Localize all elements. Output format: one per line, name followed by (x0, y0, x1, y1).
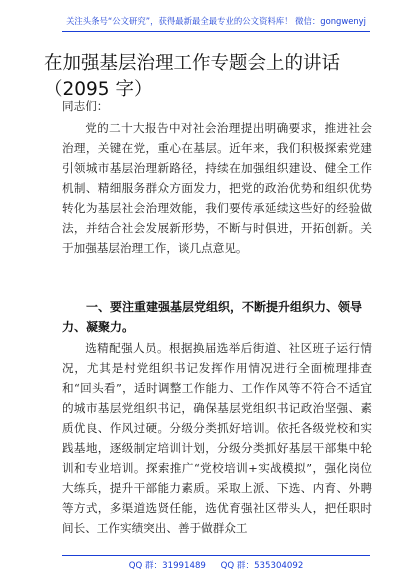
footer-qq-group-2: QQ 群：535304092 (220, 561, 304, 571)
footer-qq-group-1: QQ 群：31991489 (128, 561, 206, 571)
footer-contacts (62, 559, 370, 571)
document-word-count: （2095 字） (44, 79, 153, 100)
section-body (62, 338, 372, 538)
salutation: 同志们： (62, 99, 109, 113)
intro-paragraph: 党的二十大报告中对社会治理提出明确要求，推进社会治理，关键在党，重心在基层。近年来，我们积极探索党建引领城市基层治理新路径，持续在加强组织建设、健全工作机制、精细服务群众方面发力，把党的政治优势和组织优势转化为基层社会治理效能，我们要传承延续这些好的经验做法，并结合社会发展新形势，不断与时俱进，开拓创新。关于加强基层治理工作，谈几点意见。 (62, 121, 372, 255)
footer-rule (62, 555, 370, 556)
intro-section (62, 118, 372, 258)
section-paragraph: 选精配强人员。根据换届选举后街道、社区班子运行情况，尤其是村党组织书记发挥作用情况进行全面梳理排查和“回头看”，适时调整工作能力、工作作风等不符合不适宜的城市基层党组织书记，确保基层党组织书记政治坚强、素质优良、作风过硬。分级分类抓好培训。依托各级党校和实践基地，逐级制定培训计划，分级分类抓好基层干部集中轮训和专业培训。探索推广“党校培训+实战模拟”，强化岗位大练兵，提升干部能力素质。采取上派、下选、内育、外聘等方式，多渠道选贤任能，选优育强社区带头人，把任职时间长、工作实绩突出、善于做群众工 (62, 341, 372, 535)
document-title: 在加强基层治理工作专题会上的讲话 (44, 53, 341, 74)
header-banner: 关注头条号“公文研究”，获得最新最全最专业的公文资料库！ 微信：gongwenyj (66, 16, 366, 26)
header-rule (62, 31, 370, 32)
section-heading: 一、要注重建强基层党组织，不断提升组织力、领导力、凝聚力。 (62, 300, 363, 334)
